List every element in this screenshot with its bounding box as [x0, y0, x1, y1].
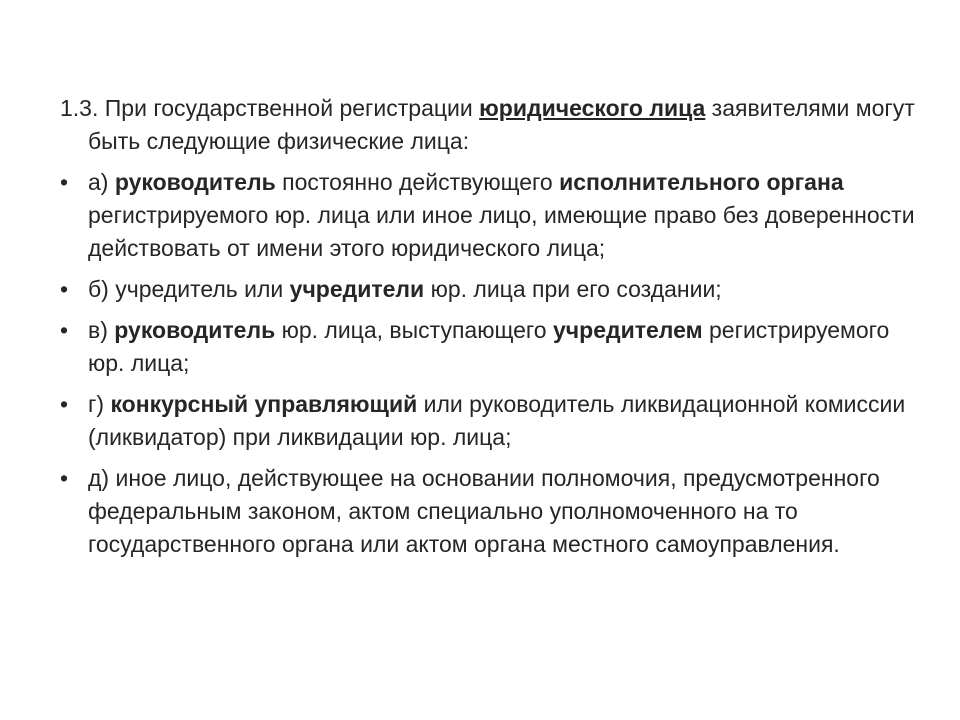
bullet-icon: • [60, 276, 69, 302]
intro-paragraph [60, 92, 920, 158]
item-text: юр. лица при его создании; [424, 276, 722, 302]
item-bold-text: учредители [289, 276, 425, 302]
spacer [60, 158, 920, 166]
list-item [60, 273, 920, 306]
item-text: г) [88, 391, 111, 417]
bullet-icon: • [60, 465, 69, 491]
bullet-icon: • [60, 169, 69, 195]
list-item [60, 462, 920, 561]
item-text: регистрируемого юр. лица или иное лицо, имеющие право без доверенности действовать от имени этого юридического лица; [88, 202, 915, 261]
item-text: регистрируемого юр. лица; [88, 317, 890, 376]
item-text: в) [88, 317, 115, 343]
item-bold-text: конкурсный управляющий [110, 391, 418, 417]
intro-suffix: заявителями могут быть следующие физические лица: [88, 95, 915, 154]
item-text: б) учредитель или [88, 276, 290, 302]
bullet-icon: • [60, 317, 69, 343]
slide-content [60, 92, 920, 569]
bullet-list [60, 166, 920, 561]
intro-underlined-term: юридического лица [479, 95, 706, 121]
bullet-icon: • [60, 391, 69, 417]
intro-prefix: 1.3. При государственной регистрации [60, 95, 480, 121]
list-item [60, 388, 920, 454]
item-text: постоянно действующего [275, 169, 560, 195]
item-bold-text: учредителем [553, 317, 703, 343]
item-text: д) иное лицо, действующее на основании полномочия, предусмотренного федеральным законом, актом специально уполномоченного на то государственного органа или актом органа местного самоуправления. [88, 465, 880, 557]
item-bold-text: руководитель [114, 317, 276, 343]
item-bold-text: исполнительного органа [559, 169, 844, 195]
item-text: а) [88, 169, 115, 195]
list-item [60, 166, 920, 265]
list-item [60, 314, 920, 380]
item-text: юр. лица, выступающего [275, 317, 553, 343]
item-bold-text: руководитель [114, 169, 276, 195]
item-text: или руководитель ликвидационной комиссии (ликвидатор) при ликвидации юр. лица; [88, 391, 906, 450]
